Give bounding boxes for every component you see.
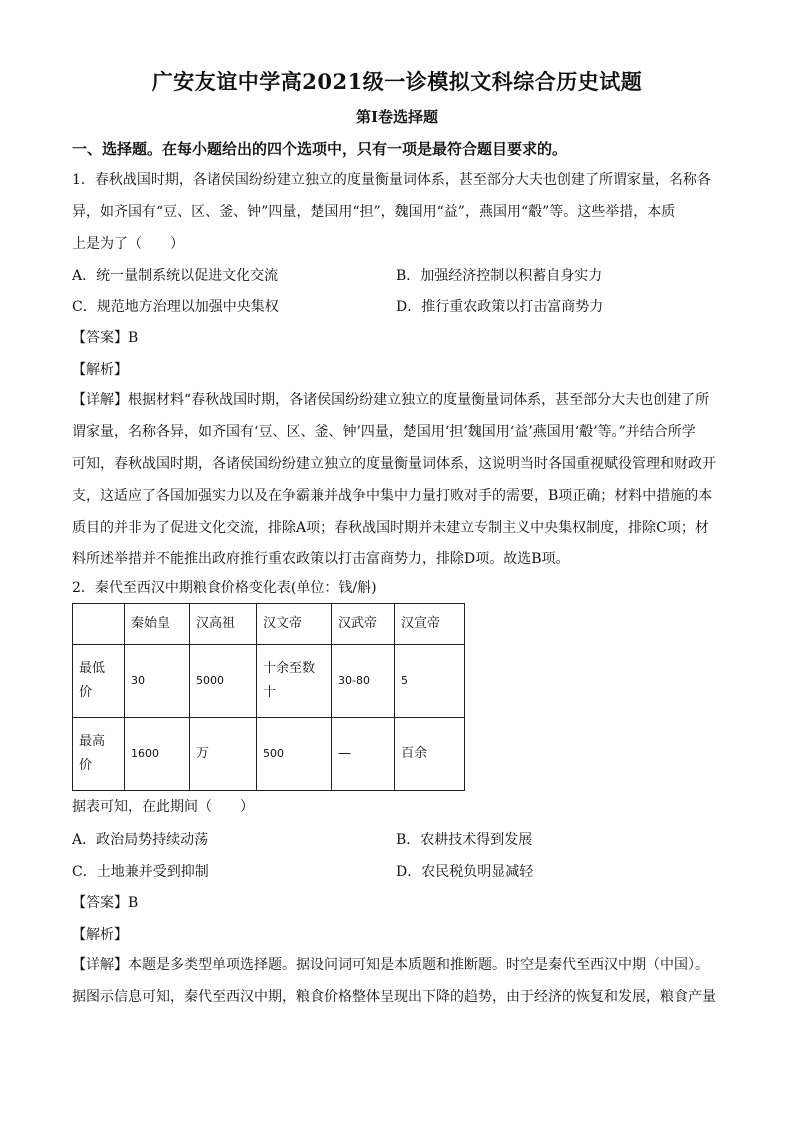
table-header-cell: 汉高祖: [190, 604, 257, 645]
q2-option-b: B．农耕技术得到发展: [396, 832, 533, 848]
q1-option-a: A．统一量制系统以促进文化交流: [72, 268, 279, 284]
answer-value: B: [128, 895, 139, 911]
answer-tag: 【答案】: [72, 895, 128, 911]
q2-answer: [72, 892, 138, 912]
table-row: [73, 645, 465, 718]
table-header-cell: 汉文帝: [257, 604, 332, 645]
table-cell: 5: [395, 645, 465, 718]
q2-option-a: A．政治局势持续动荡: [72, 832, 209, 848]
table-header-cell: 汉武帝: [332, 604, 395, 645]
q1-detail-line-1: [72, 390, 709, 410]
q1-answer: [72, 327, 138, 347]
section-heading: 一、选择题。在每小题给出的四个选项中，只有一项是最符合题目要求的。: [72, 140, 568, 158]
q1-detail-line-5: 质目的并非为了促进文化交流，排除A项；春秋战国时期并未建立专制主义中央集权制度，排除C项；材: [72, 520, 709, 536]
q2-option-c: C．土地兼并受到抑制: [72, 864, 209, 880]
table-header-row: [73, 604, 465, 645]
table-cell: 十余至数 十: [257, 645, 332, 718]
q1-stem-line-2: 异，如齐国有“豆、区、釜、钟”四量，楚国用“担”，魏国用“益”，燕国用“觳”等。这些举措，本质: [72, 204, 676, 220]
q1-stem-line-3: 上是为了（ ）: [72, 236, 184, 252]
detail-text: 根据材料“春秋战国时期，各诸侯国纷纷建立独立的度量衡量词体系，甚至部分大夫也创建了所: [128, 392, 710, 408]
table-cell: 500: [257, 718, 332, 791]
q2-stem: 据表可知，在此期间（ ）: [72, 799, 254, 815]
q2-analysis-tag: 【解析】: [72, 927, 128, 943]
table-cell: 1600: [125, 718, 190, 791]
table-header-cell: [73, 604, 125, 645]
detail-tag: 【详解】: [72, 957, 128, 973]
q2-detail-line-1: [72, 955, 709, 975]
q1-detail-line-2: 谓家量，名称各异，如齐国有‘豆、区、釜、钟’四量，楚国用‘担’魏国用‘益’燕国用‘觳’等。”并结合所学: [72, 424, 696, 440]
price-table: [72, 603, 465, 791]
answer-value: B: [128, 330, 139, 346]
q1-detail-line-4: 支，这适应了各国加强实力以及在争霸兼并战争中集中力量打败对手的需要，B项正确；材料中措施的本: [72, 488, 713, 504]
table-cell: 30-80: [332, 645, 395, 718]
table-header-cell: 汉宣帝: [395, 604, 465, 645]
q2-option-d: D．农民税负明显减轻: [396, 864, 534, 880]
table-cell: —: [332, 718, 395, 791]
q1-analysis-tag: 【解析】: [72, 362, 128, 378]
table-cell: 30: [125, 645, 190, 718]
table-header-cell: 秦始皇: [125, 604, 190, 645]
table-row: [73, 718, 465, 791]
q1-option-b: B．加强经济控制以积蓄自身实力: [396, 268, 603, 284]
q1-option-d: D．推行重农政策以打击富商势力: [396, 299, 604, 315]
page-title: 广安友谊中学高2021级一诊模拟文科综合历史试题: [151, 69, 643, 94]
table-cell: 5000: [190, 645, 257, 718]
row-label: 最高 价: [73, 718, 125, 791]
q1-option-c: C．规范地方治理以加强中央集权: [72, 299, 279, 315]
table-cell: 百余: [395, 718, 465, 791]
q2-caption: 2．秦代至西汉中期粮食价格变化表(单位：钱/斛): [72, 580, 377, 596]
q1-stem-line-1: 1．春秋战国时期，各诸侯国纷纷建立独立的度量衡量词体系，甚至部分大夫也创建了所谓家量，名称各: [72, 172, 711, 188]
section-subtitle: 第Ⅰ卷选择题: [355, 108, 439, 126]
table-cell: 万: [190, 718, 257, 791]
detail-text: 本题是多类型单项选择题。据设问词可知是本质题和推断题。时空是秦代至西汉中期（中国）。: [128, 957, 709, 973]
answer-tag: 【答案】: [72, 330, 128, 346]
q2-detail-line-2: 据图示信息可知，秦代至西汉中期，粮食价格整体呈现出下降的趋势，由于经济的恢复和发展，粮食产量: [72, 989, 716, 1005]
row-label: 最低 价: [73, 645, 125, 718]
q1-detail-line-3: 可知，春秋战国时期，各诸侯国纷纷建立独立的度量衡量词体系，这说明当时各国重视赋役管理和财政开: [72, 456, 716, 472]
q1-detail-line-6: 料所述举措并不能推出政府推行重农政策以打击富商势力，排除D项。故选B项。: [72, 551, 570, 567]
detail-tag: 【详解】: [72, 392, 128, 408]
